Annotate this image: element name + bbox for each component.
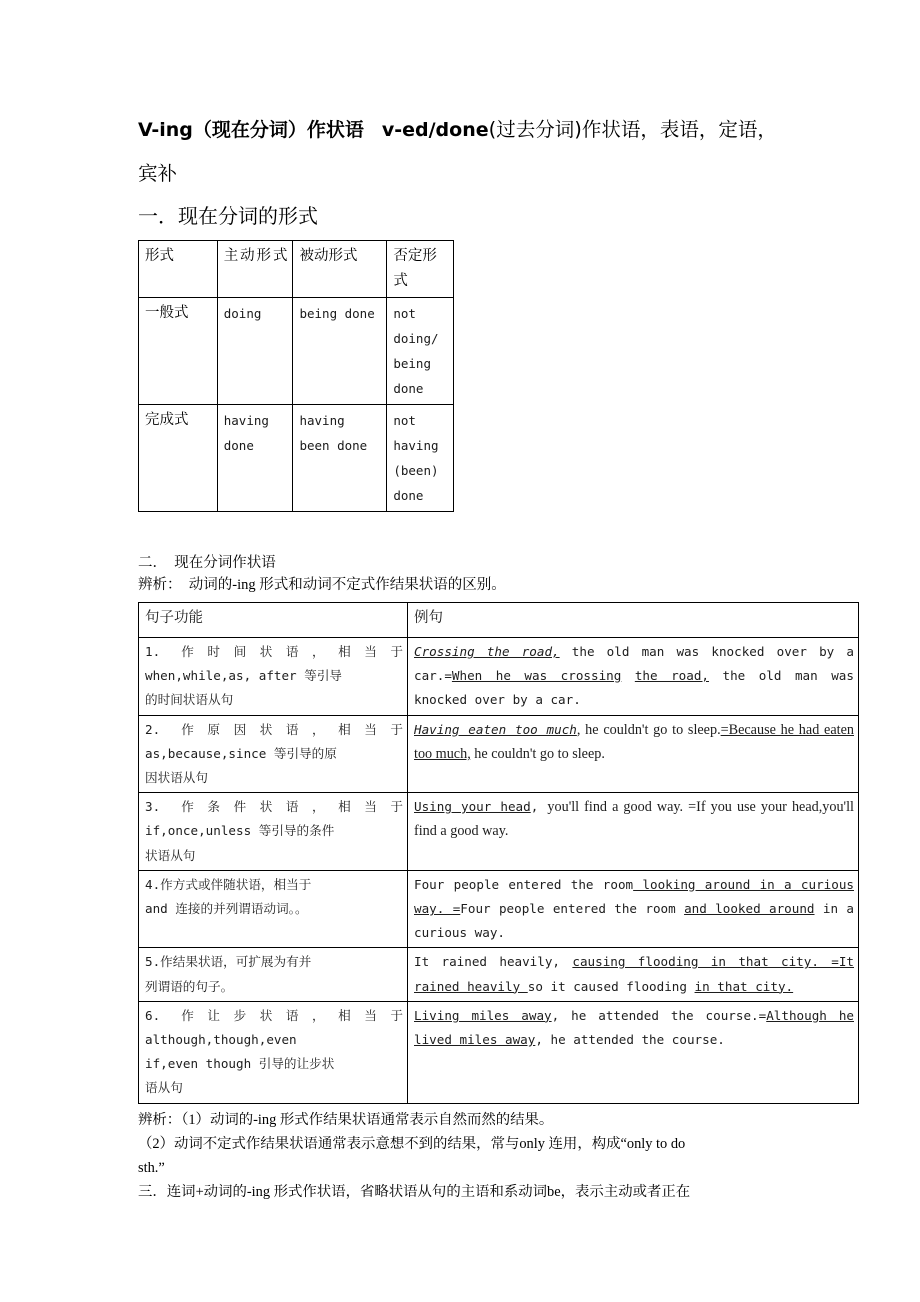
usage-header-example: 例句: [408, 603, 859, 638]
section1-heading: 一．现在分词的形式: [138, 206, 318, 228]
usage-row5-example: [408, 1001, 859, 1103]
forms-row1-active: having done: [217, 405, 293, 512]
usage-row5-function-line-1: although,though,even: [145, 1032, 297, 1048]
usage-row3-example: [408, 870, 859, 948]
usage-row0-function-line-0: 1. 作时间状语，相当于: [145, 644, 403, 659]
usage-row0-example-part-2: When he was crossing: [451, 668, 622, 684]
participle-forms-table: [138, 240, 454, 512]
usage-header-function: 句子功能: [139, 603, 408, 638]
section2-heading: 二． 现在分词作状语: [138, 555, 276, 571]
usage-row5-example-part-0: Living miles away: [414, 1007, 552, 1023]
usage-row3-example-part-2: Four people entered the room: [460, 901, 685, 917]
table-row: [139, 241, 454, 298]
usage-row3-function-line-1: and 连接的并列谓语动词。。: [145, 901, 308, 917]
usage-row1-example-part-1: , he couldn't go to sleep.: [576, 721, 721, 738]
section2-distinguish: 辨析： 动词的-ing 形式和动词不定式作结果状语的区别。: [138, 577, 506, 593]
forms-header-negative: 否定形式: [387, 241, 454, 298]
title-cn-part-b: (过去分词)作状语，表语，定语，: [488, 118, 777, 141]
forms-header-form: 形式: [139, 241, 218, 298]
usage-row4-example-part-3: in that city.: [694, 978, 794, 994]
usage-row4-function-line-1: 列谓语的句子。: [145, 978, 234, 994]
forms-row0-form: 一般式: [139, 298, 218, 405]
usage-row1-example-part-0: Having eaten too much: [414, 721, 577, 737]
forms-row0-negative: not doing/ being done: [387, 298, 454, 405]
usage-row2-example-part-1: ,: [530, 799, 548, 815]
usage-row3-function: [139, 870, 408, 948]
usage-row2-function-line-2: 状语从句: [145, 847, 196, 863]
forms-row0-passive: being done: [293, 298, 387, 405]
forms-row1-passive: having been done: [293, 405, 387, 512]
usage-row1-function-line-1: as,because,since 等引导的原: [145, 745, 337, 761]
usage-row0-example-part-1: the old man was knocked over by a car.=: [414, 644, 854, 684]
usage-row3-example-part-1: looking around in a curious way. =: [414, 876, 854, 917]
table-row: [139, 948, 859, 1001]
usage-row5-function-line-0: 6. 作让步状语，相当于: [145, 1007, 403, 1023]
document-content: [138, 108, 855, 1204]
usage-row0-function-line-1: when,while,as, after 等引导: [145, 668, 343, 684]
footer-notes: [138, 1108, 848, 1204]
usage-row3-example-part-4: in a curious way.: [414, 901, 854, 941]
table-row: [139, 405, 454, 512]
usage-row5-example-part-1: , he attended the course.=: [551, 1007, 767, 1023]
footer-line-1: 辨析：（1）动词的-ing 形式作结果状语通常表示自然而然的结果。: [138, 1111, 554, 1128]
footer-line-4: 三．连词+动词的-ing 形式作状语，省略状语从句的主语和系动词be，表示主动或者正在: [138, 1183, 691, 1200]
usage-row5-example-part-3: , he attended the course.: [535, 1032, 725, 1048]
table-row: [139, 715, 859, 793]
usage-row0-example-part-3: [621, 668, 635, 683]
usage-row4-example: [408, 948, 859, 1001]
usage-row1-example-part-2: =Because he had eaten too much,: [414, 721, 854, 762]
table-row: [139, 603, 859, 638]
usage-row0-example-part-0: Crossing the road,: [414, 644, 560, 659]
usage-row1-function-line-2: 因状语从句: [145, 770, 208, 786]
usage-row0-example-part-5: the old man was knocked over by a car.: [414, 668, 854, 708]
usage-row1-function: [139, 715, 408, 793]
title-cn-part-a: V-ing（现在分词）作状语: [138, 119, 364, 141]
forms-header-passive: 被动形式: [293, 241, 387, 298]
table-row: [139, 1001, 859, 1103]
usage-row0-example: [408, 638, 859, 716]
title-en-part: v-ed/done: [381, 119, 489, 141]
usage-row0-function: [139, 638, 408, 716]
usage-row2-example-part-2: you'll find a good way. =If you use your head,you'll find a good way.: [414, 799, 855, 840]
usage-row5-example-part-2: Although he lived miles away: [414, 1007, 854, 1048]
document-title-line2: 宾补: [138, 162, 178, 185]
usage-row2-function-line-0: 3. 作条件状语，相当于: [145, 799, 403, 815]
footer-line-2: （2）动词不定式作结果状语通常表示意想不到的结果，常与only 连用，构成“only to do: [138, 1135, 686, 1152]
usage-row4-example-part-1: causing flooding in that city. =It rained heavily: [414, 954, 855, 994]
table-row: [139, 298, 454, 405]
usages-table: [138, 602, 859, 1104]
usage-row0-example-part-4: the road,: [634, 668, 709, 684]
usage-row1-function-line-0: 2. 作原因状语，相当于: [145, 721, 403, 737]
usage-row5-function-line-3: 语从句: [145, 1080, 183, 1096]
usage-row3-example-part-3: and looked around: [684, 901, 815, 917]
table-row: [139, 793, 859, 871]
table-row: [139, 870, 859, 948]
usage-row1-example: [408, 715, 859, 793]
table-row: [139, 638, 859, 716]
usage-row5-function-line-2: if,even though 引导的让步状: [145, 1056, 335, 1072]
usage-row4-function-line-0: 5.作结果状语，可扩展为有并: [145, 954, 312, 970]
forms-row1-form: 完成式: [139, 405, 218, 512]
forms-header-active: 主动形式: [217, 241, 293, 298]
usage-row3-example-part-0: Four people entered the room: [414, 876, 634, 892]
usage-row5-function: [139, 1001, 408, 1103]
forms-row0-active: doing: [217, 298, 293, 405]
usage-row4-function: [139, 948, 408, 1001]
usage-row2-example-part-0: Using your head: [414, 799, 531, 815]
usage-row1-example-part-3: he couldn't go to sleep.: [470, 745, 605, 762]
document-title: [138, 108, 848, 152]
forms-row1-negative: not having (been) done: [387, 405, 454, 512]
usage-row4-example-part-2: so it caused flooding: [527, 978, 695, 994]
footer-line-3: sth.”: [138, 1159, 165, 1176]
usage-row3-function-line-0: 4.作方式或伴随状语，相当于: [145, 876, 312, 892]
usage-row0-function-line-2: 的时间状语从句: [145, 692, 234, 708]
usage-row2-function: [139, 793, 408, 871]
usage-row2-function-line-1: if,once,unless 等引导的条件: [145, 823, 335, 839]
usage-row4-example-part-0: It rained heavily,: [414, 954, 573, 970]
usage-row2-example: [408, 793, 859, 871]
